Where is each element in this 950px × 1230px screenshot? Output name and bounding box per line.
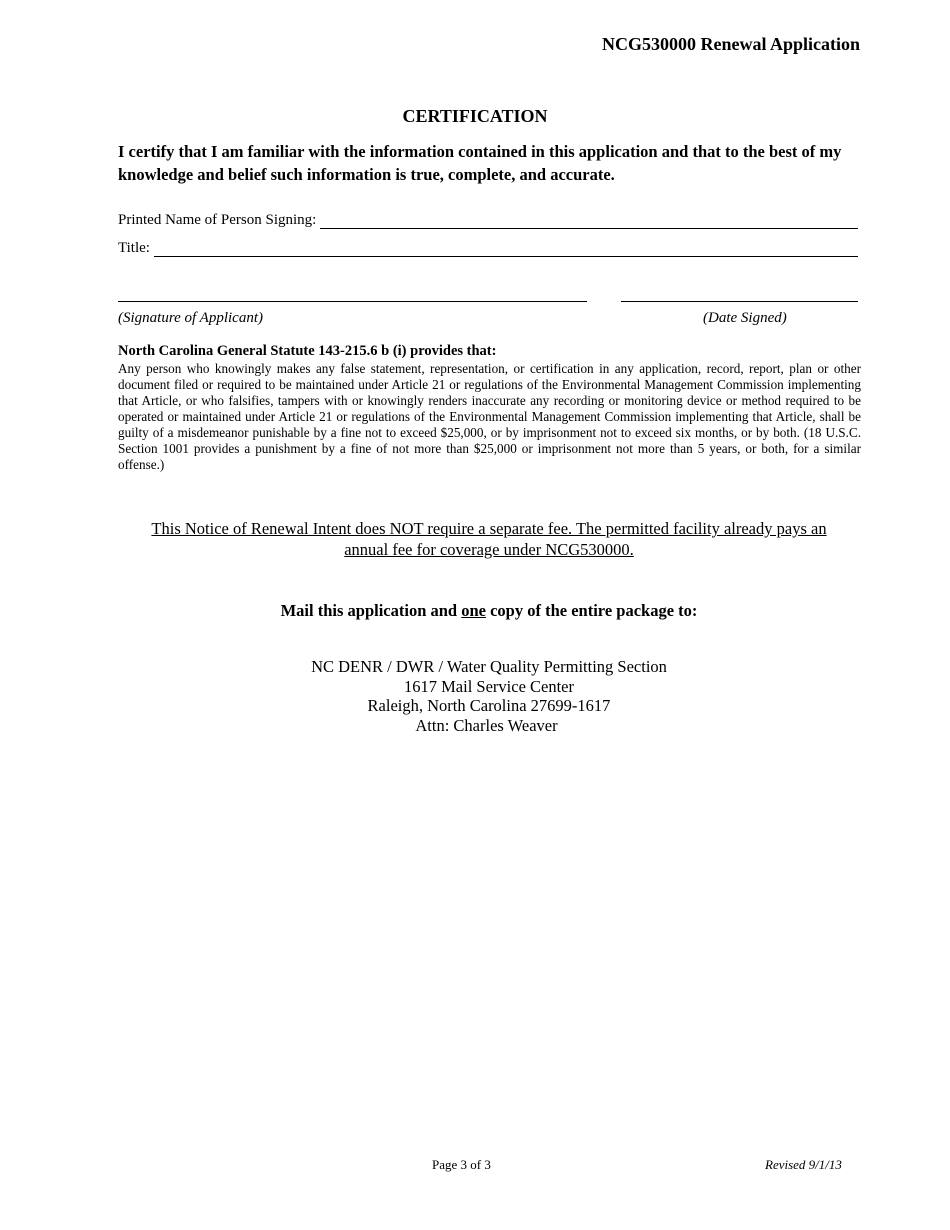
- address-line: 1617 Mail Service Center: [404, 676, 574, 696]
- date-signed-caption: (Date Signed): [703, 310, 787, 326]
- certification-statement: I certify that I am familiar with the information contained in this application and that to the best of my knowledge and belief such information is true, complete, and accurate.: [118, 142, 842, 184]
- signature-line[interactable]: [118, 301, 587, 302]
- mailing-address: [0, 657, 950, 735]
- address-line: Raleigh, North Carolina 27699-1617: [367, 696, 611, 715]
- date-signed-line[interactable]: [621, 301, 858, 302]
- signature-caption: (Signature of Applicant): [118, 310, 263, 326]
- mail-text-before: Mail this application and: [280, 601, 462, 620]
- printed-name-input[interactable]: [320, 214, 858, 229]
- mail-instructions: [0, 601, 950, 621]
- title-field: [118, 240, 858, 257]
- revision-date: Revised 9/1/13: [765, 1157, 842, 1172]
- mail-emphasis: one: [461, 601, 486, 620]
- page-number: Page 3 of 3: [432, 1157, 491, 1172]
- printed-name-field: [118, 212, 858, 229]
- document-header-title: NCG530000 Renewal Application: [601, 34, 860, 54]
- statute-heading: North Carolina General Statute 143-215.6 b (i) provides that:: [118, 343, 497, 359]
- title-input[interactable]: [154, 242, 858, 257]
- title-label: Title:: [118, 240, 150, 256]
- address-line: Attn: Charles Weaver: [415, 715, 558, 735]
- printed-name-label: Printed Name of Person Signing:: [118, 212, 317, 228]
- mail-text-after: copy of the entire package to:: [485, 601, 698, 620]
- statute-text: Any person who knowingly makes any false statement, representation, or certification in any application, record, report, plan or other document filed or required to be maintained under Article 21 or regulations of the Environmental Management Commission implementing that Article, or who falsifies, tampers with or knowingly renders inaccurate any recording or monitoring device or method required to be operated or maintained under Article 21 or regulations of the Environmental Management Commission implementing that Article, shall be guilty of a misdemeanor punishable by a fine not to exceed $25,000, or by imprisonment not to exceed six months, or by both. (18 U.S.C. Section 1001 provides a punishment by a fine of not more than $25,000 or imprisonment not more than 5 years, or both, for a similar offense.): [118, 361, 861, 472]
- fee-notice: This Notice of Renewal Intent does NOT require a separate fee. The permitted facility already pays an annual fee for coverage under NCG530000.: [151, 519, 827, 559]
- address-line: NC DENR / DWR / Water Quality Permitting Section: [311, 657, 667, 676]
- certification-heading: CERTIFICATION: [402, 106, 548, 126]
